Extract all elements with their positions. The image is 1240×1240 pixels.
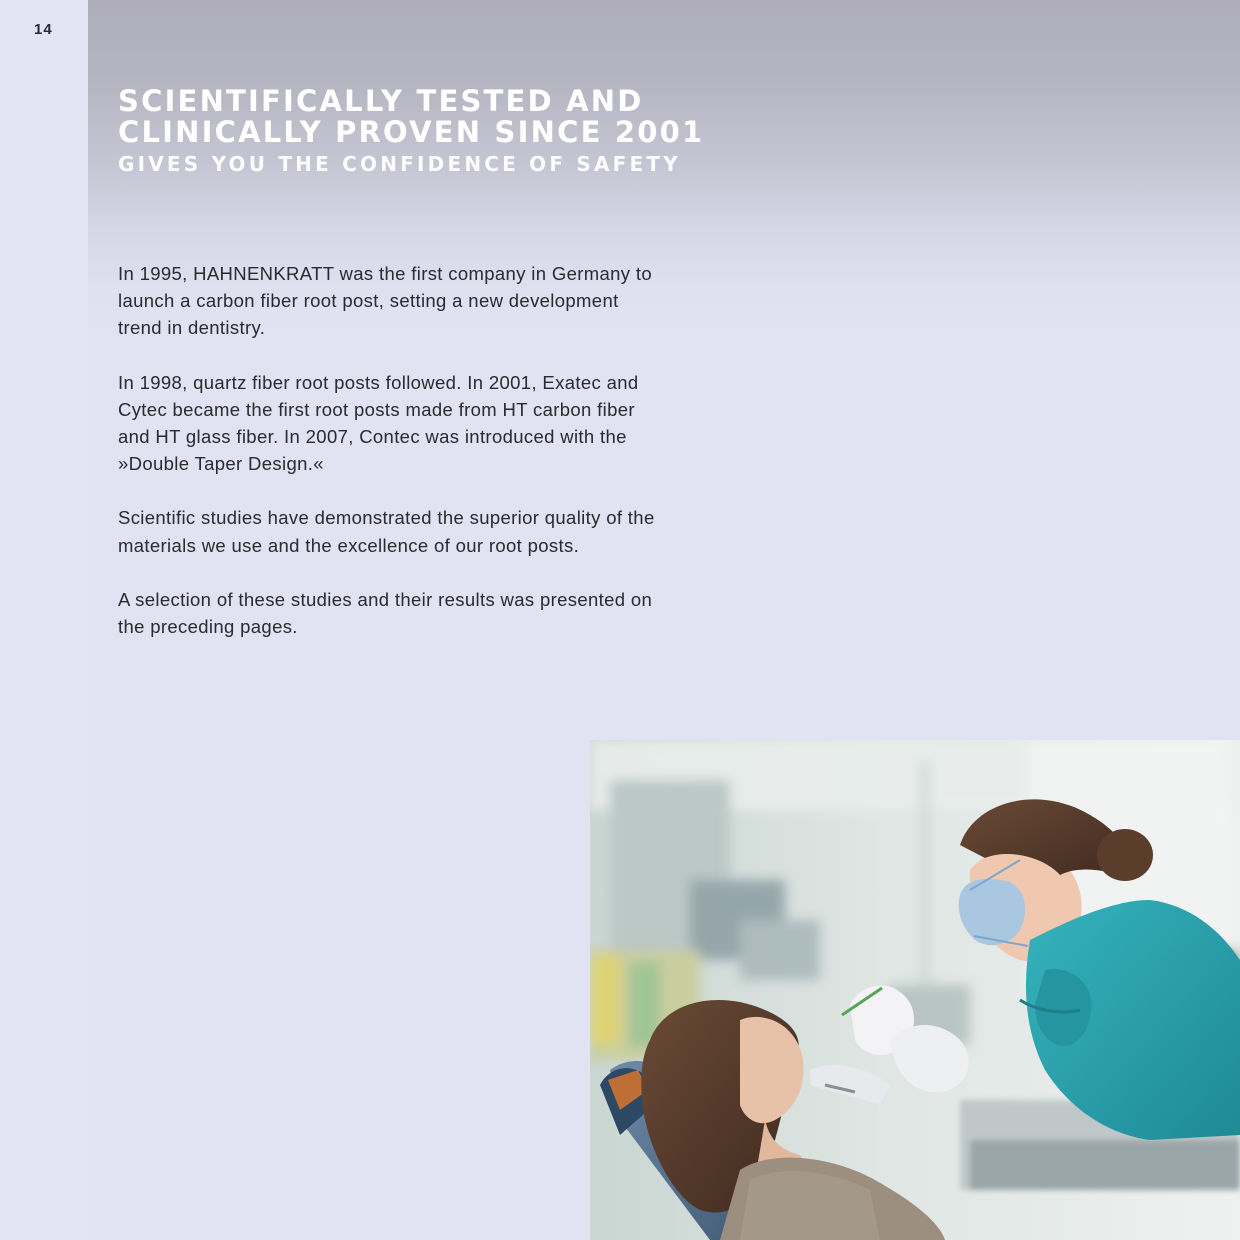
dentist-photo (590, 740, 1240, 1240)
page-title: SCIENTIFICALLY TESTED AND CLINICALLY PROVEN SINCE 2001 (118, 84, 705, 149)
page-subtitle: GIVES YOU THE CONFIDENCE OF SAFETY (118, 152, 681, 176)
body-text (118, 260, 658, 667)
paragraph-studies: Scientific studies have demonstrated the superior quality of the materials we use and the excellence of our root posts. (118, 507, 655, 556)
paragraph-products: In 1998, quartz fiber root posts followed. In 2001, Exatec and Cytec became the first root posts made from HT carbon fiber and HT glass fiber. In 2007, Contec was introduced with the »Double Taper Design.« (118, 371, 639, 475)
paragraph-history: In 1995, HAHNENKRATT was the first company in Germany to launch a carbon fiber root post, setting a new development trend in dentistry. (118, 263, 653, 339)
left-margin-strip (0, 0, 88, 1240)
paragraph-selection: A selection of these studies and their results was presented on the preceding pages. (118, 588, 653, 638)
page-number: 14 (34, 21, 53, 38)
